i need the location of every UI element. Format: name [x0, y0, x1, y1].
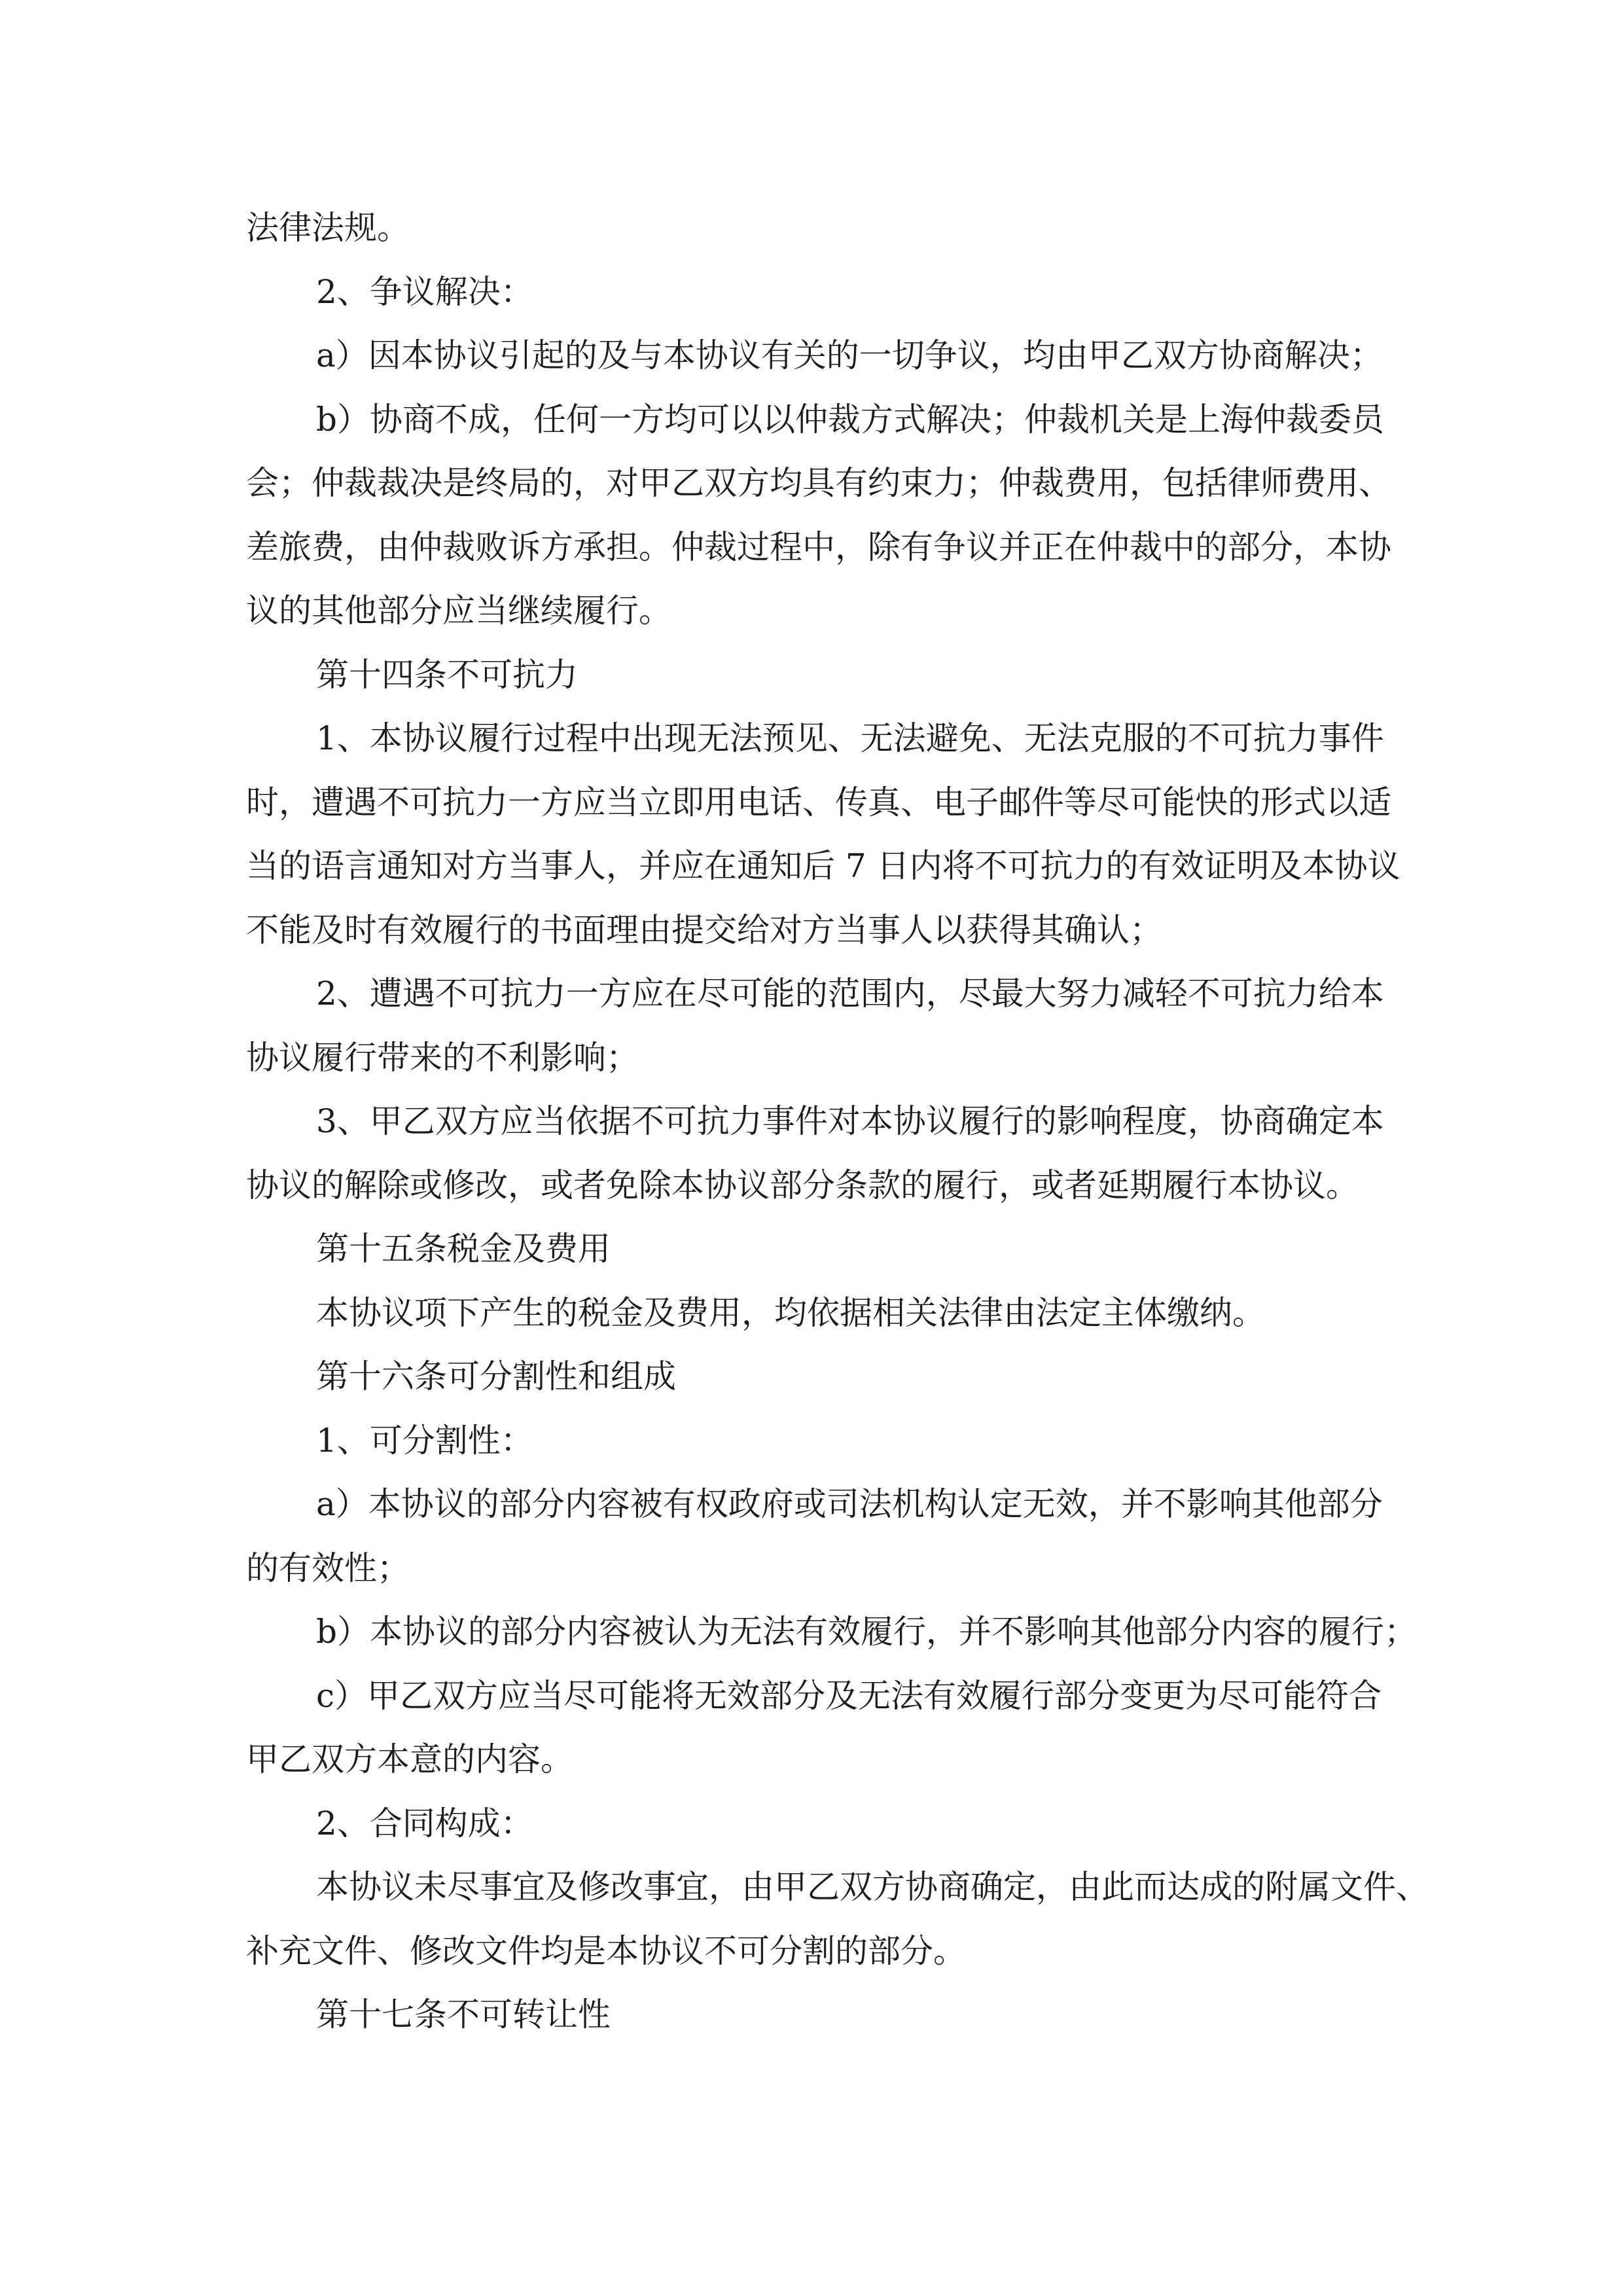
- text-line: 差旅费，由仲裁败诉方承担。仲裁过程中，除有争议并正在仲裁中的部分，本协: [246, 528, 1391, 566]
- text-line: 会；仲裁裁决是终局的，对甲乙双方均具有约束力；仲裁费用，包括律师费用、: [246, 464, 1391, 502]
- document-body: [246, 196, 1429, 2047]
- text-line: 当的语言通知对方当事人，并应在通知后 7 日内将不可抗力的有效证明及本协议: [246, 847, 1400, 885]
- text-line: a）本协议的部分内容被有权政府或司法机构认定无效，并不影响其他部分: [316, 1485, 1383, 1523]
- text-line: 第十五条税金及费用: [316, 1230, 611, 1268]
- text-line: 3、甲乙双方应当依据不可抗力事件对本协议履行的影响程度，协商确定本: [316, 1102, 1384, 1140]
- text-line: 法律法规。: [246, 209, 410, 247]
- text-line: 协议履行带来的不利影响；: [246, 1038, 639, 1077]
- text-line: 时，遭遇不可抗力一方应当立即用电话、传真、电子邮件等尽可能快的形式以适: [246, 783, 1391, 821]
- text-line: b）协商不成，任何一方均可以以仲裁方式解决；仲裁机关是上海仲裁委员: [316, 400, 1385, 439]
- text-line: 甲乙双方本意的内容。: [246, 1740, 573, 1778]
- text-line: 1、本协议履行过程中出现无法预见、无法避免、无法克服的不可抗力事件: [316, 719, 1384, 757]
- text-line: 本协议未尽事宜及修改事宜，由甲乙双方协商确定，由此而达成的附属文件、: [316, 1868, 1429, 1906]
- text-line: 补充文件、修改文件均是本协议不可分割的部分。: [246, 1931, 966, 1970]
- text-line: 议的其他部分应当继续履行。: [246, 592, 671, 630]
- text-line: 2、争议解决：: [316, 272, 533, 311]
- text-line: 2、遭遇不可抗力一方应在尽可能的范围内，尽最大努力减轻不可抗力给本: [316, 975, 1384, 1013]
- text-line: 第十七条不可转让性: [316, 1996, 611, 2034]
- text-line: 协议的解除或修改，或者免除本协议部分条款的履行，或者延期履行本协议。: [246, 1166, 1359, 1204]
- text-line: b）本协议的部分内容被认为无法有效履行，并不影响其他部分内容的履行；: [316, 1613, 1418, 1651]
- text-line: 的有效性；: [246, 1549, 410, 1587]
- text-line: 第十四条不可抗力: [316, 655, 578, 694]
- text-line: 2、合同构成：: [316, 1804, 533, 1842]
- text-line: 本协议项下产生的税金及费用，均依据相关法律由法定主体缴纳。: [316, 1293, 1265, 1332]
- text-line: 1、可分割性：: [316, 1421, 533, 1460]
- text-line: 第十六条可分割性和组成: [316, 1357, 676, 1395]
- text-line: c）甲乙双方应当尽可能将无效部分及无法有效履行部分变更为尽可能符合: [316, 1676, 1382, 1715]
- text-line: 不能及时有效履行的书面理由提交给对方当事人以获得其确认；: [246, 910, 1162, 949]
- text-line: a）因本协议引起的及与本协议有关的一切争议，均由甲乙双方协商解决；: [316, 336, 1383, 374]
